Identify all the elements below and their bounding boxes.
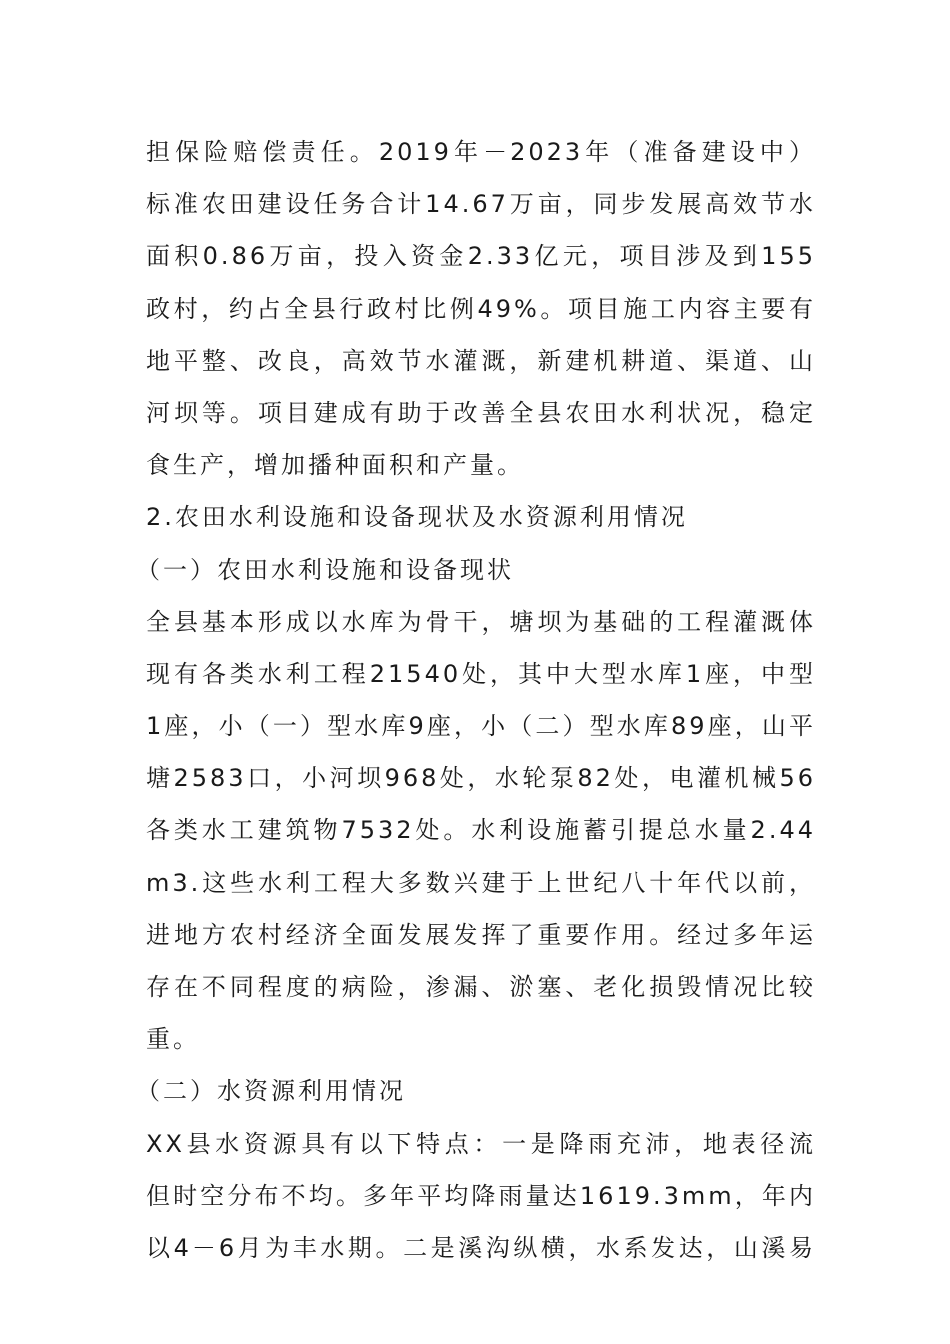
paragraph-line: 食生产，增加播种面积和产量。 <box>146 451 524 480</box>
paragraph-line: 标准农田建设任务合计14.67万亩，同步发展高效节水 <box>146 190 816 219</box>
paragraph-line: 担保险赔偿责任。2019年－2023年（准备建设中） <box>146 138 816 166</box>
subsection-heading: （二）水资源利用情况 <box>136 1077 406 1106</box>
paragraph-line: 存在不同程度的病险，渗漏、淤塞、老化损毁情况比较 <box>146 973 816 1001</box>
paragraph-line: 重。 <box>146 1025 200 1054</box>
paragraph-line: 但时空分布不均。多年平均降雨量达1619.3mm，年内 <box>146 1181 816 1210</box>
paragraph-line: 现有各类水利工程21540处，其中大型水库1座，中型 <box>146 659 816 688</box>
section-heading: 2.农田水利设施和设备现状及水资源利用情况 <box>146 503 688 532</box>
paragraph-line: 面积0.86万亩，投入资金2.33亿元，项目涉及到155 <box>146 242 816 271</box>
paragraph-line: 河坝等。项目建成有助于改善全县农田水利状况，稳定 <box>146 398 816 427</box>
paragraph-line: 地平整、改良，高效节水灌溉，新建机耕道、渠道、山 <box>146 346 816 375</box>
paragraph-line: 1座，小（一）型水库9座，小（二）型水库89座，山平 <box>146 712 816 741</box>
paragraph-line: 进地方农村经济全面发展发挥了重要作用。经过多年运 <box>146 920 816 949</box>
subsection-heading: （一）农田水利设施和设备现状 <box>136 555 514 584</box>
paragraph-line: m3.这些水利工程大多数兴建于上世纪八十年代以前， <box>146 868 816 897</box>
paragraph-line: XX县水资源具有以下特点：一是降雨充沛，地表径流 <box>146 1129 816 1158</box>
paragraph-line: 各类水工建筑物7532处。水利设施蓄引提总水量2.44 <box>146 816 816 845</box>
paragraph-line: 政村，约占全县行政村比例49%。项目施工内容主要有 <box>146 294 816 323</box>
document-body <box>136 126 816 1274</box>
paragraph-line: 以4－6月为丰水期。二是溪沟纵横，水系发达，山溪易 <box>146 1233 816 1262</box>
paragraph-line: 全县基本形成以水库为骨干，塘坝为基础的工程灌溉体 <box>146 607 816 636</box>
paragraph-line: 塘2583口，小河坝968处，水轮泵82处，电灌机械56 <box>146 764 816 793</box>
